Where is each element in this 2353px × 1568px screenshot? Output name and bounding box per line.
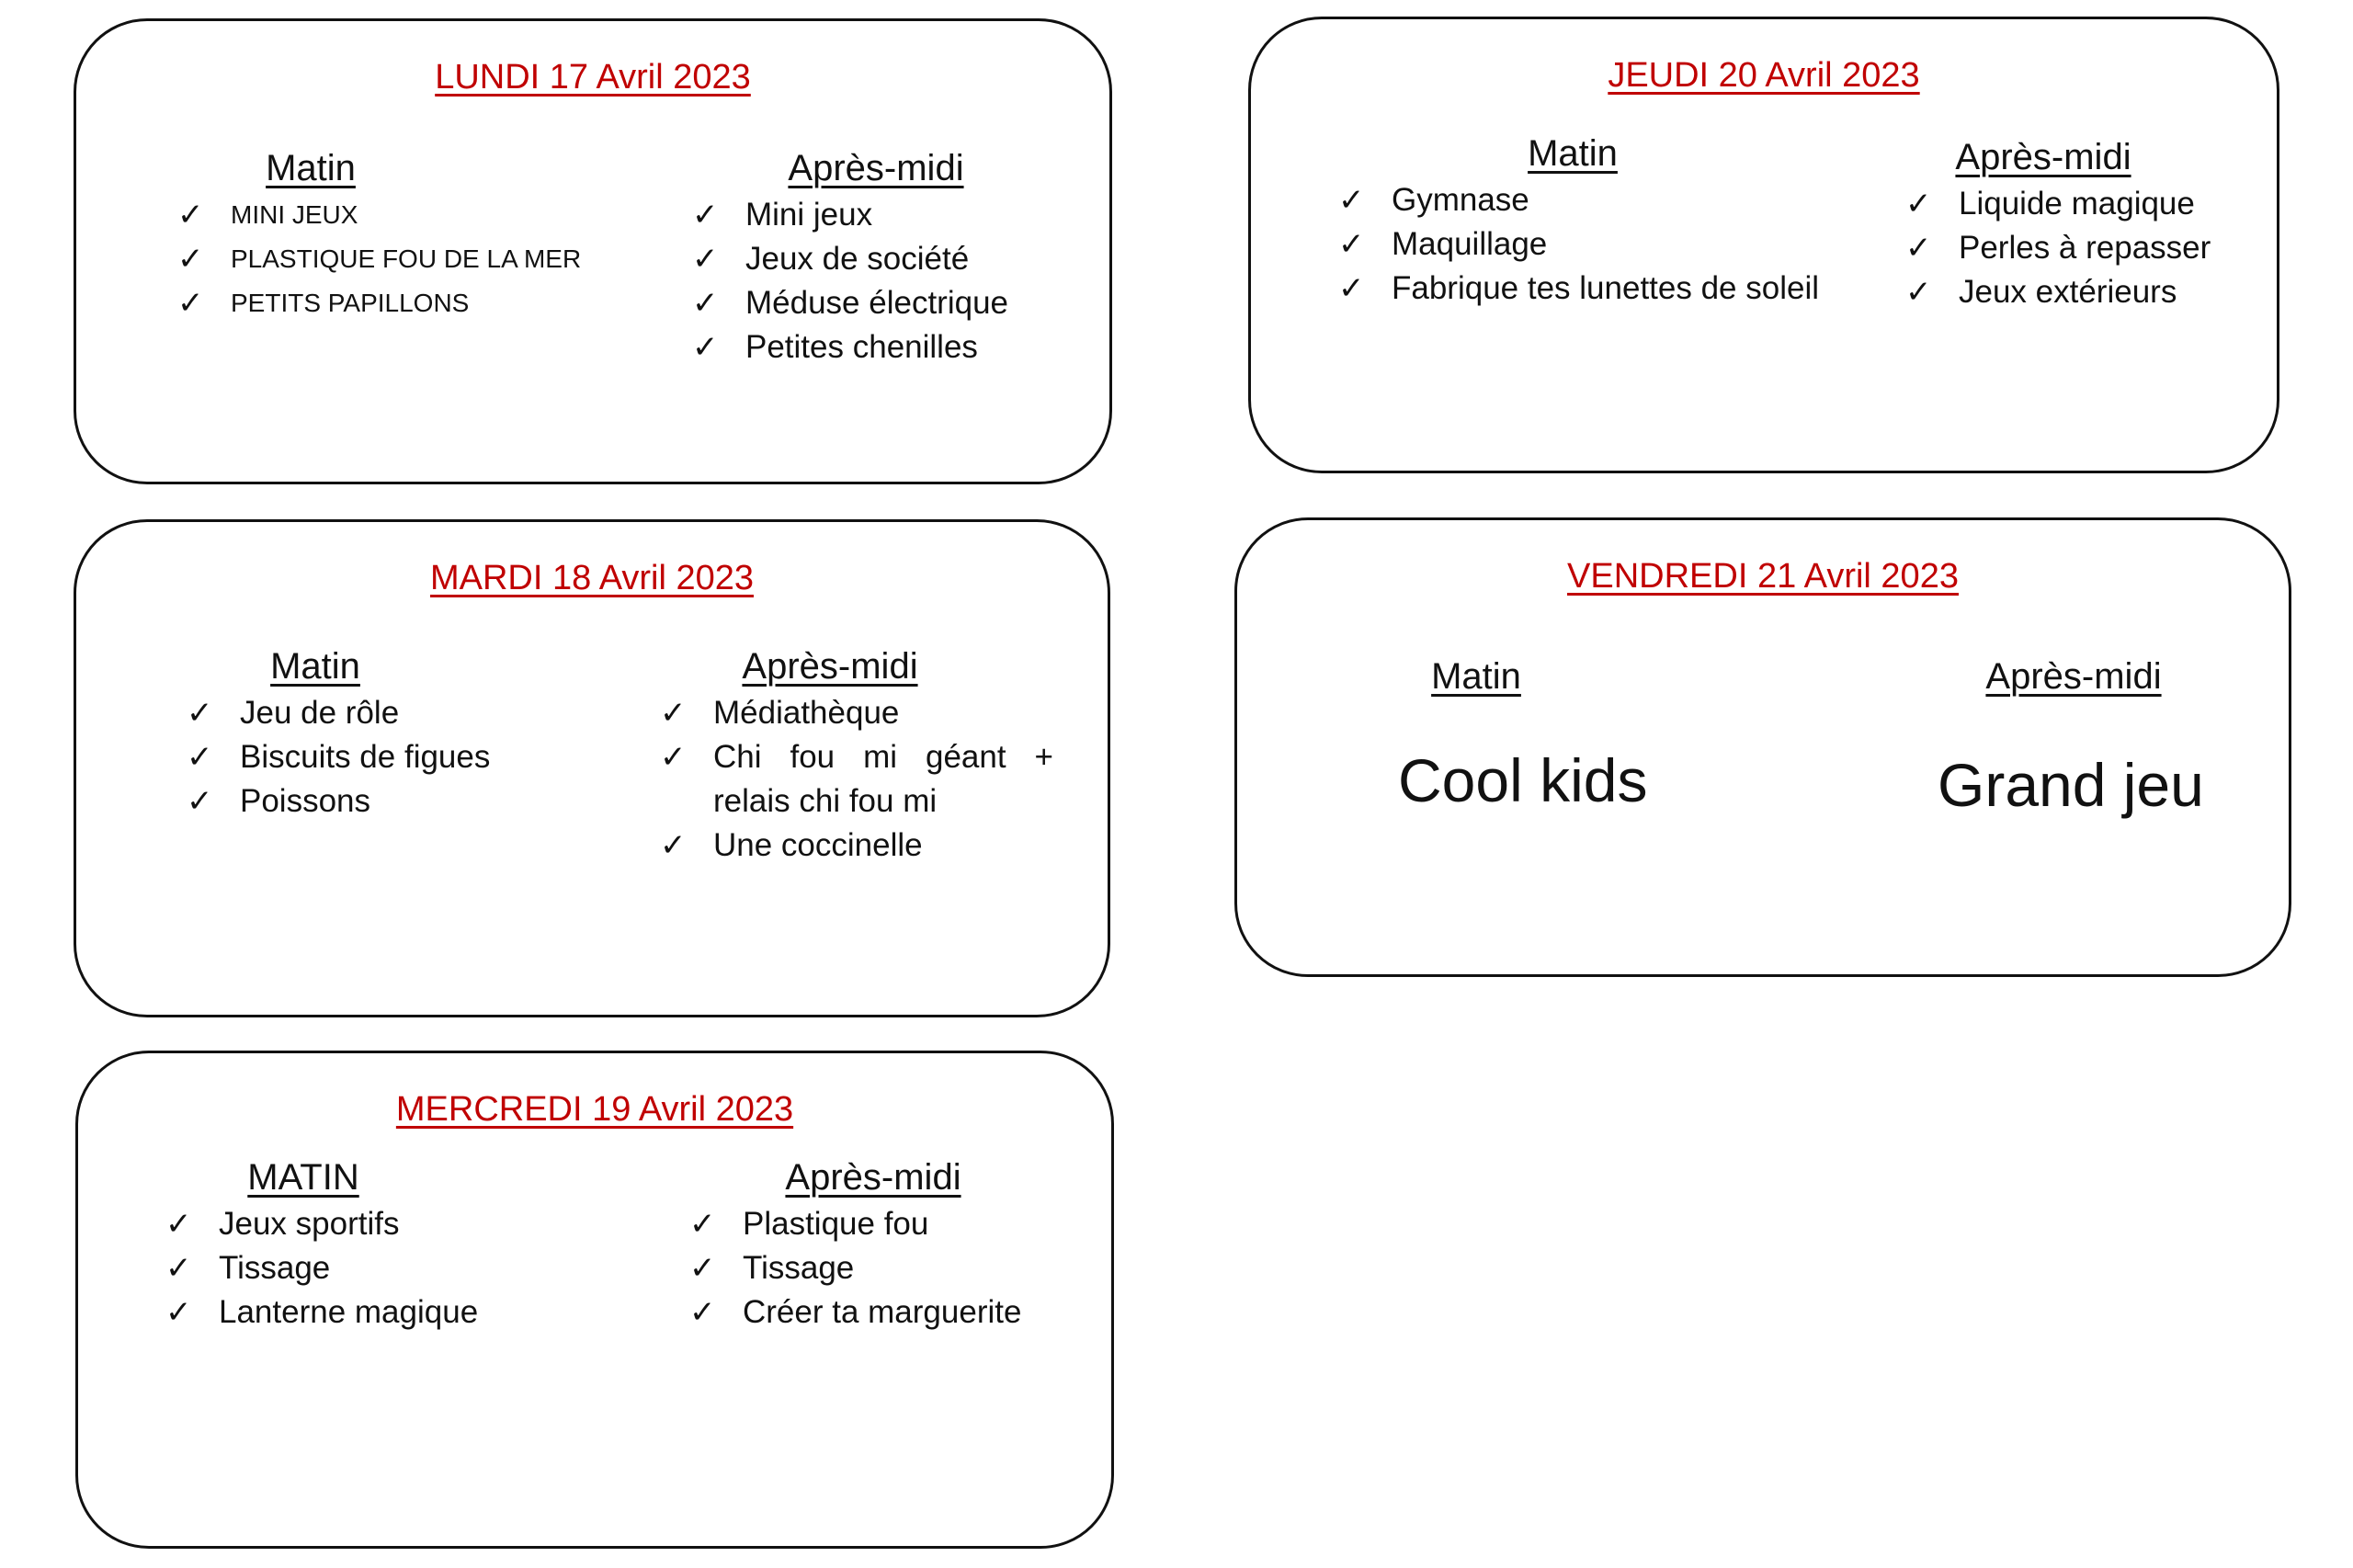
afternoon-heading: Après-midi — [785, 1157, 961, 1198]
check-icon: ✓ — [187, 695, 213, 732]
afternoon-activity-list — [660, 691, 1064, 868]
activity-label: MINI JEUX — [231, 200, 358, 229]
check-icon: ✓ — [660, 827, 687, 864]
check-icon: ✓ — [165, 1294, 192, 1331]
morning-heading: Matin — [1431, 656, 1521, 697]
check-icon: ✓ — [689, 1294, 716, 1331]
check-icon: ✓ — [187, 739, 213, 776]
afternoon-activity-list — [1905, 182, 2264, 314]
check-icon: ✓ — [1905, 274, 1932, 311]
activity-label: Fabrique tes lunettes de soleil — [1392, 270, 1819, 306]
day-card-mercredi — [75, 1051, 1114, 1549]
activity-label: Créer ta marguerite — [743, 1294, 1022, 1330]
afternoon-activity-list — [689, 1202, 1094, 1335]
activity-item — [689, 1246, 1094, 1290]
afternoon-column — [1905, 137, 2264, 314]
morning-column — [165, 1157, 625, 1335]
check-icon: ✓ — [692, 241, 719, 278]
day-card-lundi — [74, 18, 1112, 484]
afternoon-heading: Après-midi — [788, 148, 964, 188]
morning-column — [1338, 133, 1890, 311]
activity-label: Lanterne magique — [219, 1294, 479, 1330]
morning-column — [187, 646, 628, 824]
day-card-mardi — [74, 519, 1110, 1017]
day-title: LUNDI 17 Avril 2023 — [435, 58, 751, 97]
activity-item — [692, 281, 1078, 325]
day-card-jeudi — [1248, 17, 2279, 473]
activity-label: Médiathèque — [713, 695, 900, 731]
activity-item — [660, 824, 1064, 868]
check-icon: ✓ — [692, 285, 719, 322]
activity-item — [1338, 267, 1890, 311]
check-icon: ✓ — [689, 1206, 716, 1243]
check-icon: ✓ — [1338, 226, 1365, 263]
activity-label: Mini jeux — [745, 197, 873, 233]
afternoon-column — [692, 148, 1078, 369]
activity-label: Jeux sportifs — [219, 1206, 400, 1242]
activity-label: Méduse électrique — [745, 285, 1008, 321]
day-title: JEUDI 20 Avril 2023 — [1608, 56, 1920, 95]
activity-item — [1338, 222, 1890, 267]
activity-item — [187, 691, 628, 735]
activity-item — [177, 281, 637, 325]
afternoon-column — [660, 646, 1064, 868]
check-icon: ✓ — [177, 197, 204, 233]
activity-item — [692, 193, 1078, 237]
activity-label: PETITS PAPILLONS — [231, 289, 470, 317]
day-card-vendredi — [1234, 517, 2291, 977]
activity-label: Jeu de rôle — [240, 695, 400, 731]
activity-label: Jeux de société — [745, 241, 970, 277]
check-icon: ✓ — [689, 1250, 716, 1287]
activity-item — [689, 1202, 1094, 1246]
activity-item — [187, 779, 628, 824]
activity-item — [165, 1202, 625, 1246]
morning-heading: MATIN — [247, 1157, 359, 1198]
check-icon: ✓ — [165, 1206, 192, 1243]
day-title: MERCREDI 19 Avril 2023 — [395, 1090, 794, 1129]
activity-label: Biscuits de figues — [240, 739, 491, 775]
activity-label: Gymnase — [1392, 182, 1529, 218]
activity-label: Tissage — [219, 1250, 331, 1286]
activity-item — [1338, 178, 1890, 222]
afternoon-heading: Après-midi — [1985, 656, 2162, 697]
morning-activity-list — [1338, 178, 1890, 311]
activity-item — [1905, 226, 2264, 270]
afternoon-activity-list — [692, 193, 1078, 369]
morning-heading: Matin — [1528, 133, 1618, 174]
check-icon: ✓ — [177, 285, 204, 322]
check-icon: ✓ — [1905, 230, 1932, 267]
activity-label: Plastique fou — [743, 1206, 929, 1242]
activity-label: Poissons — [240, 783, 371, 819]
morning-heading: Matin — [266, 148, 356, 188]
activity-label: Chi fou mi géant + relais chi fou mi — [713, 739, 1053, 819]
activity-item — [165, 1246, 625, 1290]
activity-label: Maquillage — [1392, 226, 1548, 262]
morning-activity-list — [165, 1202, 625, 1335]
day-title: MARDI 18 Avril 2023 — [429, 559, 755, 597]
activity-item — [187, 735, 628, 779]
morning-heading: Matin — [270, 646, 360, 687]
check-icon: ✓ — [1338, 182, 1365, 219]
afternoon-activity: Grand jeu — [1938, 751, 2204, 819]
activity-label: Jeux extérieurs — [1959, 274, 2177, 310]
activity-item — [177, 237, 637, 281]
day-title: VENDREDI 21 Avril 2023 — [1567, 557, 1959, 596]
check-icon: ✓ — [692, 329, 719, 366]
afternoon-heading: Après-midi — [742, 646, 918, 687]
activity-item — [689, 1290, 1094, 1335]
morning-activity: Cool kids — [1398, 746, 1648, 814]
activity-label: Petites chenilles — [745, 329, 978, 365]
morning-column — [177, 148, 637, 325]
activity-item — [165, 1290, 625, 1335]
activity-label: Perles à repasser — [1959, 230, 2211, 266]
morning-activity-list — [177, 193, 637, 325]
check-icon: ✓ — [660, 739, 687, 776]
activity-item — [660, 691, 1064, 735]
activity-item — [1905, 182, 2264, 226]
afternoon-column — [689, 1157, 1094, 1335]
check-icon: ✓ — [660, 695, 687, 732]
check-icon: ✓ — [165, 1250, 192, 1287]
morning-activity-list — [187, 691, 628, 824]
afternoon-heading: Après-midi — [1955, 137, 2131, 177]
check-icon: ✓ — [177, 241, 204, 278]
activity-label: Liquide magique — [1959, 186, 2195, 222]
activity-item — [660, 735, 1064, 824]
activity-item — [692, 237, 1078, 281]
check-icon: ✓ — [692, 197, 719, 233]
activity-item — [177, 193, 637, 237]
check-icon: ✓ — [187, 783, 213, 820]
activity-item — [692, 325, 1078, 369]
check-icon: ✓ — [1905, 186, 1932, 222]
activity-item — [1905, 270, 2264, 314]
activity-label: PLASTIQUE FOU DE LA MER — [231, 244, 582, 273]
activity-label: Une coccinelle — [713, 827, 923, 863]
activity-label: Tissage — [743, 1250, 855, 1286]
check-icon: ✓ — [1338, 270, 1365, 307]
